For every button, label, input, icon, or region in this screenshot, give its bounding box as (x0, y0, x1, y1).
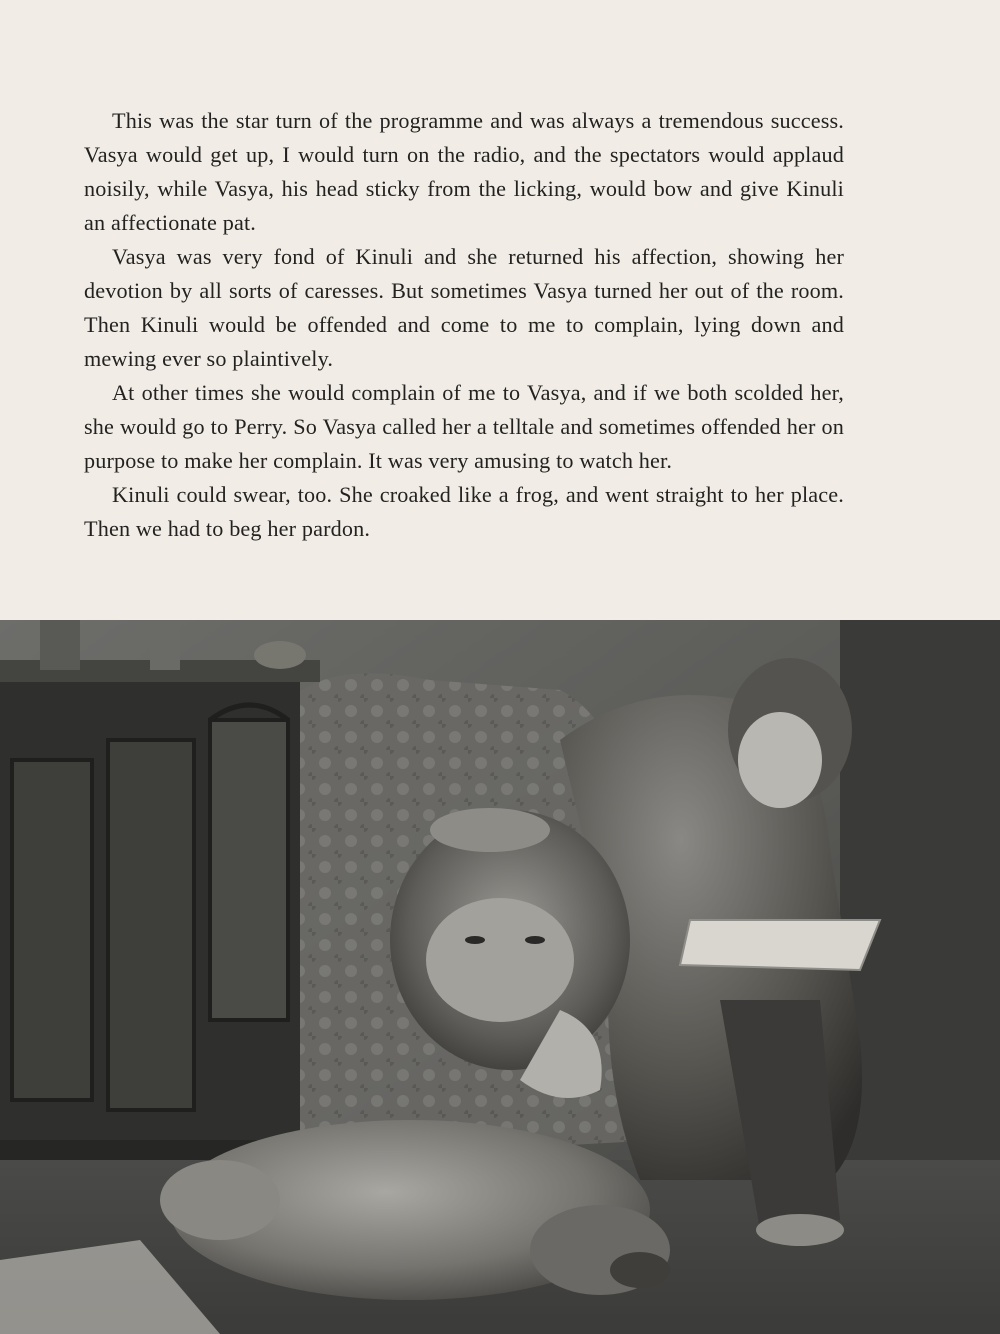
paragraph-1: This was the star turn of the programme and was always a tremendous success. Vasya would get up, I would turn on the radio, and the spectators would applaud noisily, while Vasya, his head sticky from the licking, would bow and give Kinuli an affectionate pat. (84, 108, 844, 235)
paragraph-3: At other times she would complain of me to Vasya, and if we both scolded her, she would go to Perry. So Vasya called her a telltale and sometimes offended her on purpose to make her complain. It was very amusing to watch her. (84, 380, 844, 473)
cabinet (0, 620, 330, 1170)
photograph (0, 620, 1000, 1334)
body-text (84, 104, 844, 546)
paragraph-4: Kinuli could swear, too. She croaked like a frog, and went straight to her place. Then we had to beg her pardon. (84, 482, 844, 541)
paragraph-2: Vasya was very fond of Kinuli and she returned his affection, showing her devotion by all sorts of caresses. But sometimes Vasya turned her out of the room. Then Kinuli would be offended and come to me to complain, lying down and mewing ever so plaintively. (84, 244, 844, 371)
photo-illustration (0, 620, 1000, 1334)
